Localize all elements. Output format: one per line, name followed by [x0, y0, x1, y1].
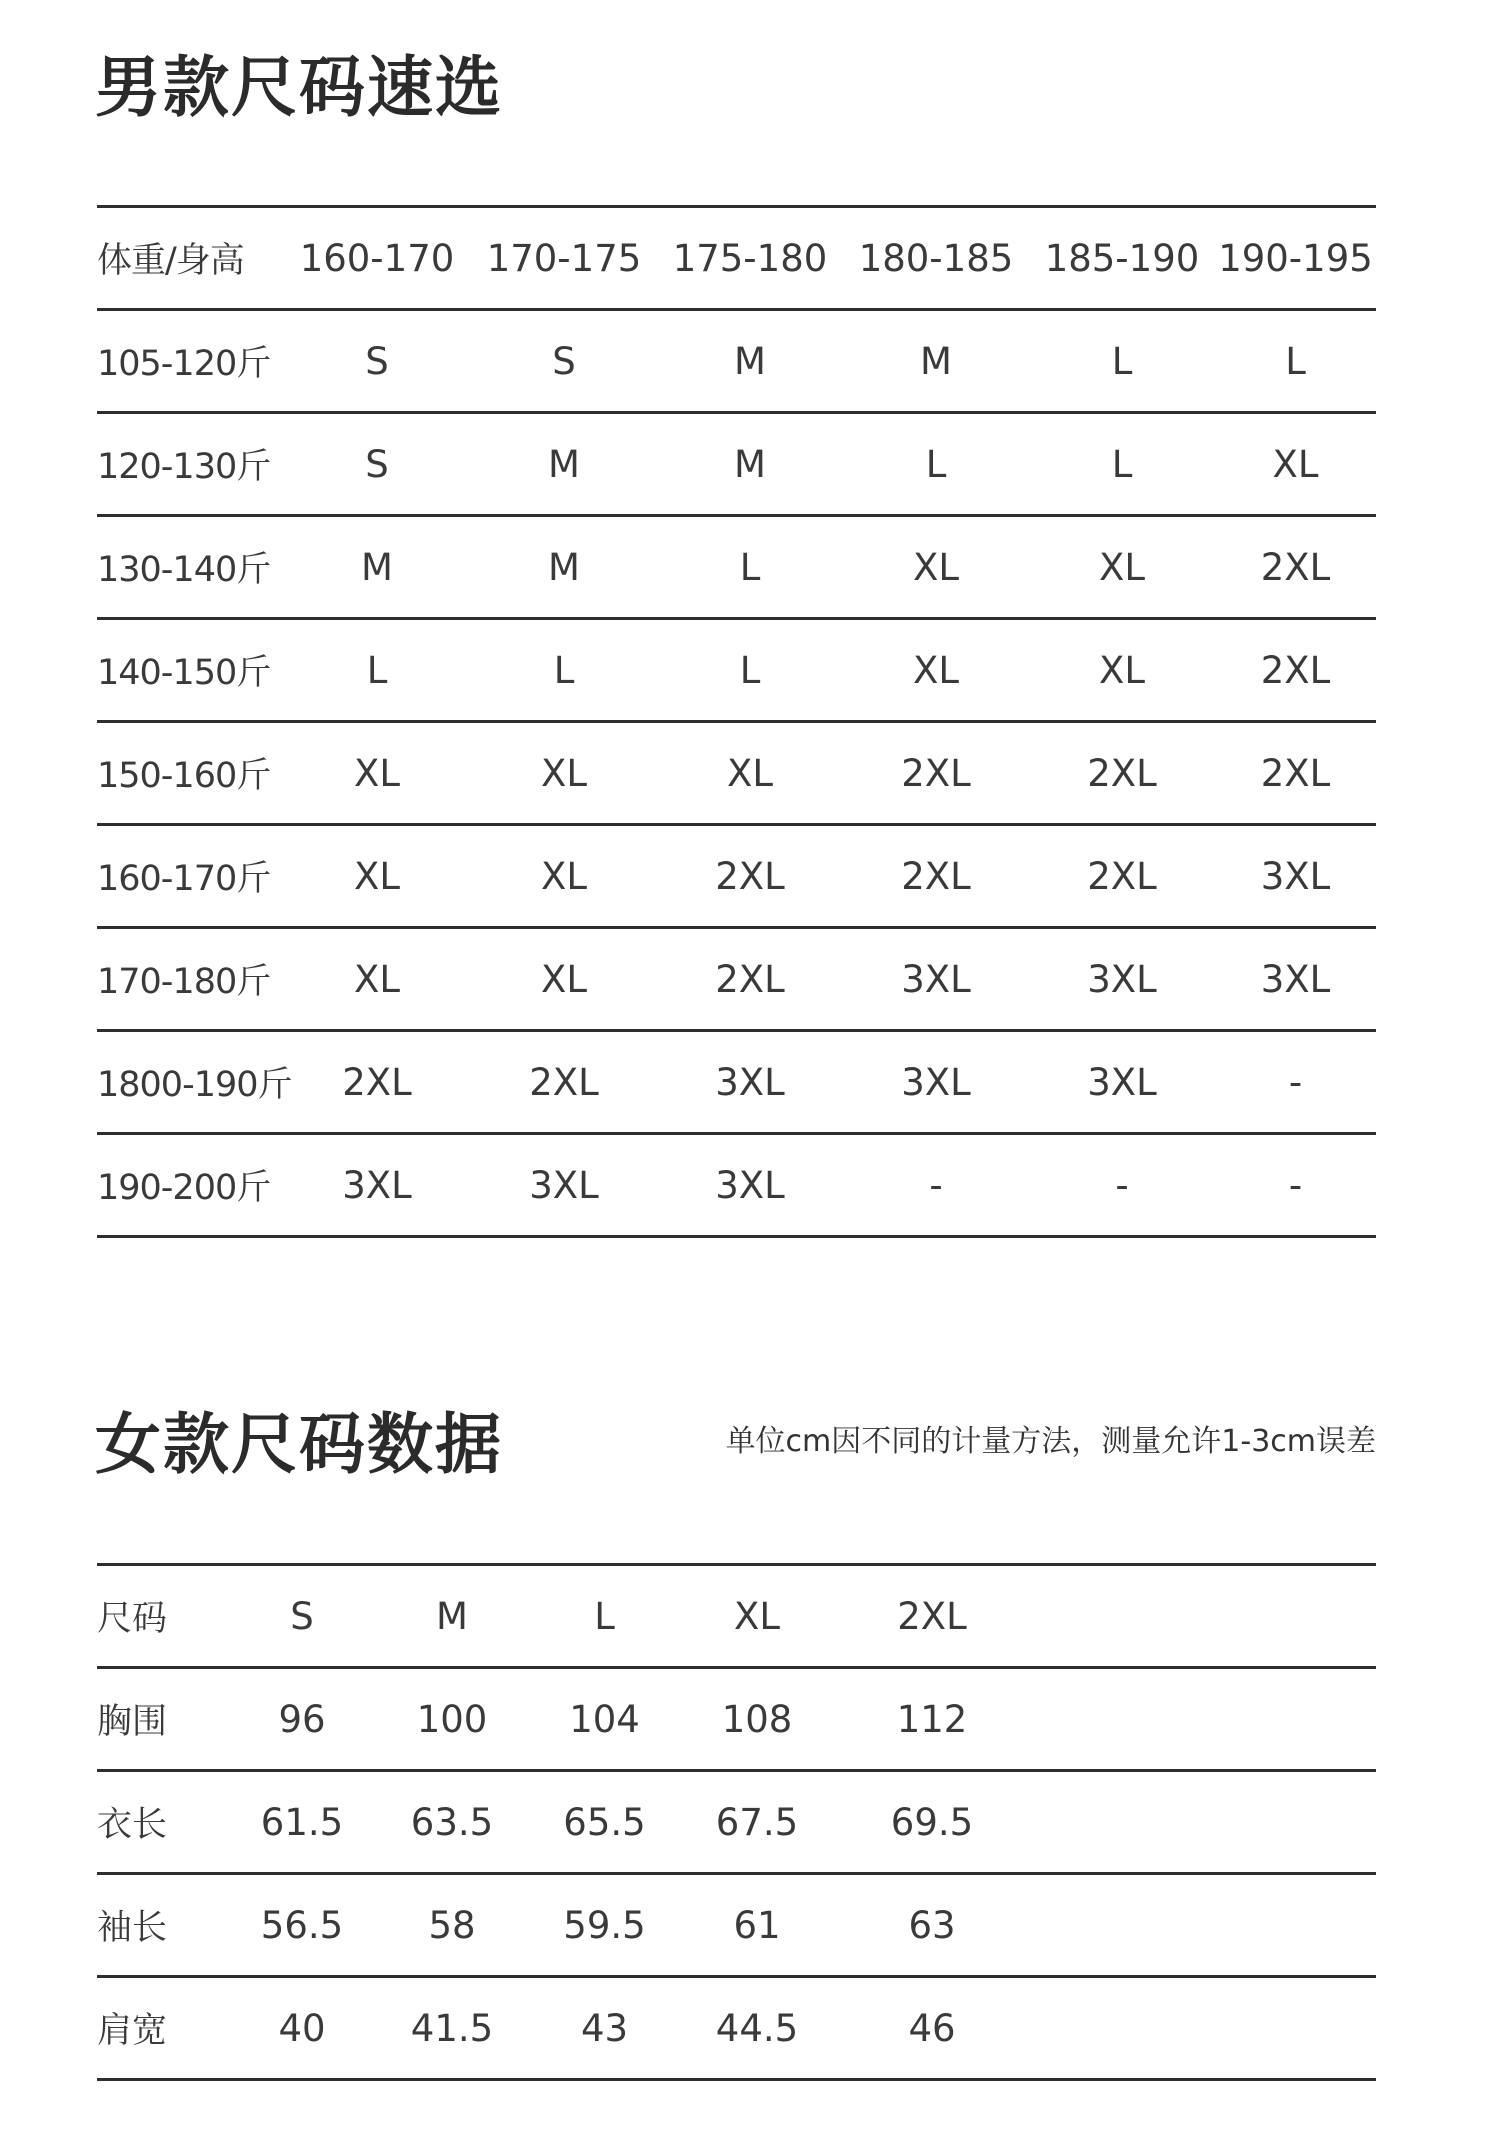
- table-row: [97, 825, 1376, 928]
- measure-cell: 67.5: [682, 1771, 832, 1874]
- measure-cell: 43: [527, 1977, 682, 2080]
- measure-cell: 96: [227, 1668, 377, 1771]
- women-size-title: 女款尺码数据: [95, 1406, 503, 1483]
- size-cell: 3XL: [1029, 928, 1215, 1031]
- weight-label: 150-160斤: [97, 722, 283, 825]
- measure-cell: 63.5: [377, 1771, 527, 1874]
- measurement-note: 单位cm因不同的计量方法，测量允许1-3cm误差: [725, 1424, 1376, 1459]
- height-header: 170-175: [471, 207, 657, 310]
- empty-cell: [1032, 1771, 1376, 1874]
- table-row: [97, 1031, 1376, 1134]
- size-cell: M: [471, 516, 657, 619]
- size-cell: 3XL: [843, 1031, 1029, 1134]
- men-size-title: 男款尺码速选: [95, 49, 503, 126]
- size-cell: XL: [471, 722, 657, 825]
- measure-cell: 40: [227, 1977, 377, 2080]
- measure-cell: 112: [832, 1668, 1032, 1771]
- table-row: [97, 722, 1376, 825]
- size-cell: 3XL: [471, 1134, 657, 1237]
- size-cell: L: [657, 516, 843, 619]
- weight-label: 160-170斤: [97, 825, 283, 928]
- measure-label: 衣长: [97, 1771, 227, 1874]
- size-cell: L: [471, 619, 657, 722]
- measure-cell: 46: [832, 1977, 1032, 2080]
- measure-cell: 44.5: [682, 1977, 832, 2080]
- size-cell: 2XL: [471, 1031, 657, 1134]
- measure-label: 胸围: [97, 1668, 227, 1771]
- measure-cell: 59.5: [527, 1874, 682, 1977]
- table-row: [97, 928, 1376, 1031]
- table-row: [97, 516, 1376, 619]
- size-cell: 3XL: [1215, 928, 1376, 1031]
- size-cell: 2XL: [843, 825, 1029, 928]
- weight-label: 105-120斤: [97, 310, 283, 413]
- measure-label: 袖长: [97, 1874, 227, 1977]
- table-row: [97, 310, 1376, 413]
- size-cell: 2XL: [1215, 516, 1376, 619]
- size-header: 2XL: [832, 1565, 1032, 1668]
- size-cell: 3XL: [1215, 825, 1376, 928]
- size-cell: 2XL: [1215, 619, 1376, 722]
- height-header: 175-180: [657, 207, 843, 310]
- weight-label: 170-180斤: [97, 928, 283, 1031]
- size-cell: L: [283, 619, 471, 722]
- size-cell: L: [1029, 310, 1215, 413]
- height-header: 185-190: [1029, 207, 1215, 310]
- size-cell: M: [657, 413, 843, 516]
- size-cell: 2XL: [1029, 722, 1215, 825]
- size-cell: XL: [471, 825, 657, 928]
- height-header: 160-170: [283, 207, 471, 310]
- empty-cell: [1032, 1977, 1376, 2080]
- size-cell: 2XL: [1215, 722, 1376, 825]
- size-cell: -: [1215, 1134, 1376, 1237]
- height-header: 180-185: [843, 207, 1029, 310]
- size-header: M: [377, 1565, 527, 1668]
- size-cell: XL: [1029, 619, 1215, 722]
- size-cell: XL: [843, 619, 1029, 722]
- measure-cell: 65.5: [527, 1771, 682, 1874]
- size-cell: 2XL: [283, 1031, 471, 1134]
- size-cell: M: [283, 516, 471, 619]
- size-cell: XL: [843, 516, 1029, 619]
- size-cell: XL: [471, 928, 657, 1031]
- measure-cell: 63: [832, 1874, 1032, 1977]
- size-cell: 2XL: [1029, 825, 1215, 928]
- size-cell: 3XL: [657, 1134, 843, 1237]
- size-cell: L: [1215, 310, 1376, 413]
- size-cell: 3XL: [283, 1134, 471, 1237]
- measure-cell: 56.5: [227, 1874, 377, 1977]
- size-cell: 3XL: [1029, 1031, 1215, 1134]
- size-cell: L: [843, 413, 1029, 516]
- size-header: XL: [682, 1565, 832, 1668]
- weight-label: 1800-190斤: [97, 1031, 283, 1134]
- size-cell: 3XL: [657, 1031, 843, 1134]
- size-cell: XL: [283, 928, 471, 1031]
- table-row: [97, 1874, 1376, 1977]
- women-header-row: [97, 1565, 1376, 1668]
- empty-cell: [1032, 1668, 1376, 1771]
- empty-cell: [1032, 1565, 1376, 1668]
- size-cell: S: [283, 310, 471, 413]
- measure-cell: 41.5: [377, 1977, 527, 2080]
- size-cell: M: [657, 310, 843, 413]
- men-header-row: [97, 207, 1376, 310]
- men-size-table: [97, 205, 1376, 1238]
- weight-label: 130-140斤: [97, 516, 283, 619]
- weight-label: 140-150斤: [97, 619, 283, 722]
- table-row: [97, 1771, 1376, 1874]
- size-cell: -: [843, 1134, 1029, 1237]
- measure-cell: 58: [377, 1874, 527, 1977]
- size-cell: -: [1029, 1134, 1215, 1237]
- size-cell: 2XL: [657, 928, 843, 1031]
- size-cell: L: [657, 619, 843, 722]
- size-cell: XL: [1029, 516, 1215, 619]
- size-header: L: [527, 1565, 682, 1668]
- measure-cell: 100: [377, 1668, 527, 1771]
- table-row: [97, 619, 1376, 722]
- size-cell: XL: [283, 825, 471, 928]
- measure-label: 肩宽: [97, 1977, 227, 2080]
- measure-cell: 61.5: [227, 1771, 377, 1874]
- table-row: [97, 413, 1376, 516]
- size-cell: S: [471, 310, 657, 413]
- measure-cell: 69.5: [832, 1771, 1032, 1874]
- size-cell: S: [283, 413, 471, 516]
- measure-cell: 61: [682, 1874, 832, 1977]
- size-cell: M: [471, 413, 657, 516]
- size-cell: XL: [1215, 413, 1376, 516]
- table-row: [97, 1668, 1376, 1771]
- size-cell: 2XL: [843, 722, 1029, 825]
- size-cell: -: [1215, 1031, 1376, 1134]
- size-cell: L: [1029, 413, 1215, 516]
- weight-label: 120-130斤: [97, 413, 283, 516]
- women-size-table: [97, 1563, 1376, 2081]
- measure-cell: 108: [682, 1668, 832, 1771]
- size-cell: 2XL: [657, 825, 843, 928]
- weight-label: 190-200斤: [97, 1134, 283, 1237]
- size-header: S: [227, 1565, 377, 1668]
- size-cell: 3XL: [843, 928, 1029, 1031]
- size-cell: XL: [657, 722, 843, 825]
- men-header-label: 体重/身高: [97, 207, 283, 310]
- size-cell: XL: [283, 722, 471, 825]
- measure-cell: 104: [527, 1668, 682, 1771]
- empty-cell: [1032, 1874, 1376, 1977]
- table-row: [97, 1977, 1376, 2080]
- women-header-label: 尺码: [97, 1565, 227, 1668]
- table-row: [97, 1134, 1376, 1237]
- height-header: 190-195: [1215, 207, 1376, 310]
- size-cell: M: [843, 310, 1029, 413]
